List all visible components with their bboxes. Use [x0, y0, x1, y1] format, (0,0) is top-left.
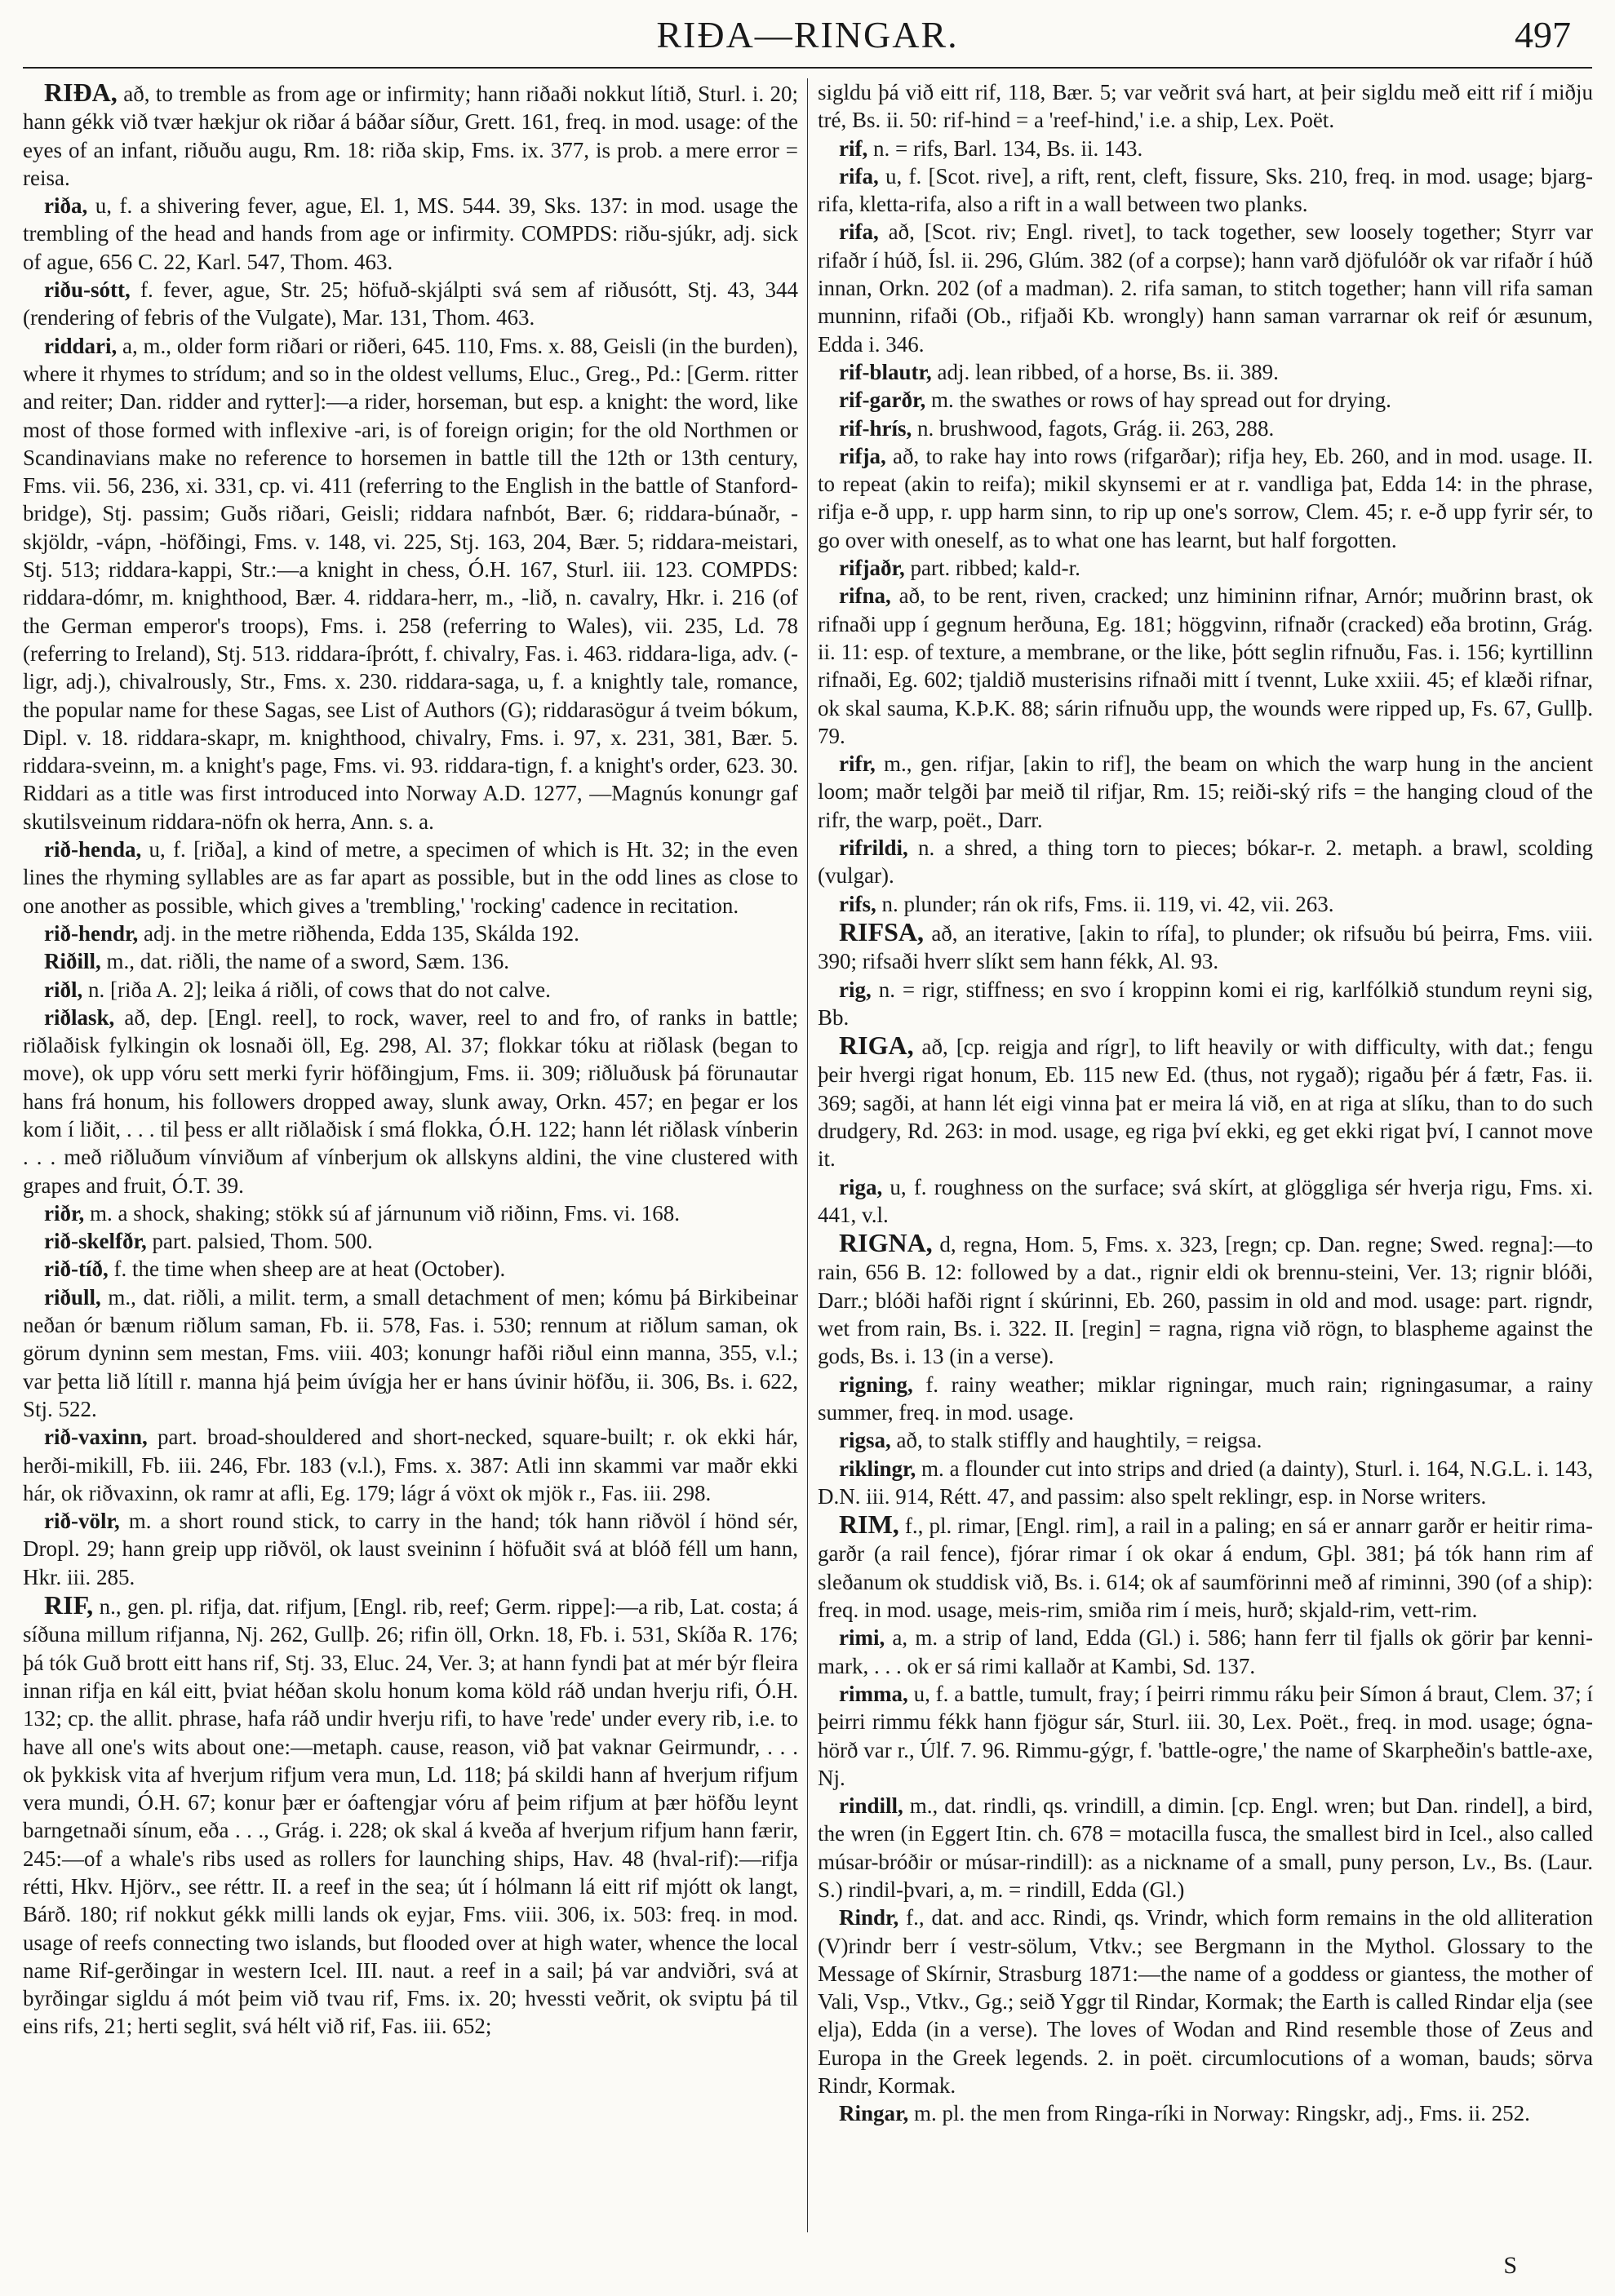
entry-headword: rig, [839, 977, 872, 1002]
dictionary-entry [818, 78, 1593, 135]
entry-headword: Riðill, [44, 949, 101, 974]
entry-text: að, to stalk stiffly and haughtily, = reigsa. [890, 1428, 1262, 1453]
entry-text: f. fever, ague, Str. 25; höfuð-skjálpti svá sem af riðusótt, Stj. 43, 344 (rendering of febris of the Vulgate), Mar. 131, Thom. 463. [23, 277, 798, 330]
entry-text: f., pl. rimar, [Engl. rim], a rail in a paling; en sá er annarr garðr er heitir rima-garðr (a rail fence), fjórar rimar í ok okar á endum, Gþl. 381; þá tók hann rim af sleðanum ok studdisk við, Bs. i. 614; ok af saumförinni með af riminni, 390 (of a ship): freq. in mod. usage, meis-rim, smiða rim í meis, hurð; skjald-rim, vett-rim. [818, 1514, 1593, 1623]
entry-headword: RIFSA, [839, 916, 925, 946]
entry-headword: riklingr, [839, 1456, 916, 1481]
entry-text: u, f. a battle, tumult, fray; í þeirri rimmu ráku þeir Símon á braut, Clem. 37; í þeirri rimmu fékk hann fjögur sár, Sturl. iii. 30, Lex. Poët., freq. in mod. usage; ógna-hörð var r., Úlf. 7. 96. Rimmu-gýgr, f. 'battle-ogre,' the name of Skarpheðin's battle-axe, Nj. [818, 1681, 1593, 1790]
entry-text: að, [Scot. riv; Engl. rivet], to tack together, sew loosely together; Styrr var rifaðr í húð, Ísl. ii. 296, Glúm. 382 (of a corpse); hann varð djöfulóðr ok var rifaðr í húð innan, Orkn. 202 (of a madman). 2. rifa saman, to stitch together; hann vill rifa saman munninn, rifaði (Ob., rifjaði Kb. wrongly) hann saman varrarnar ok reif ór æsunum, Edda i. 346. [818, 219, 1593, 357]
dictionary-entry [23, 1199, 798, 1227]
dictionary-entry [23, 947, 798, 975]
dictionary-entry [23, 1507, 798, 1591]
dictionary-entry [23, 1227, 798, 1255]
dictionary-entry [818, 386, 1593, 414]
entry-headword: rif-hrís, [839, 415, 912, 441]
left-column [23, 78, 798, 2232]
entry-text: að, to be rent, riven, cracked; unz himininn rifnar, Arnór; muðrinn brast, ok rifnaði upp í gegnum herðuna, Eg. 181; höggvinn, rifnaðr (cracked) eða brotinn, Grág. ii. 11: esp. of texture, a membrane, or the like, þótt seglin rifnuðu, Fas. i. 156; kyrtillinn rifnaði, Eg. 602; tjaldið musterisins rifnaði mitt í tvennt, Luke xxiii. 45; ef klæði rifnar, ok skal sauma, K.Þ.K. 88; sárin rifnuðu upp, the wounds were ripped up, Fs. 67, Gullþ. 79. [818, 583, 1593, 748]
dictionary-entry [818, 1426, 1593, 1454]
column-divider [807, 78, 808, 2232]
dictionary-entry [818, 890, 1593, 918]
header-rule [23, 67, 1592, 69]
dictionary-entry [23, 332, 798, 836]
dictionary-entry [23, 276, 798, 332]
entry-headword: RIGNA, [839, 1228, 933, 1258]
entry-text: f., dat. and acc. Rindi, qs. Vrindr, which form remains in the old alliteration (V)rindr berr í vestr-sölum, Vtkv.; see Bergmann in the Mythol. Glossary to the Message of Skírnir, Strasburg 1871:—the name of a goddess or giantess, the mother of Vali, Vsp., Vtkv., Gg.; seið Yggr til Rindar, Kormak; the Earth is called Rindar elja (see elja), Edda (in a verse). The loves of Wodan and Rind resemble those of Zeus and Europa in the Greek legends. 2. in poët. circumlocutions of a woman, bauds; sörva Rindr, Kormak. [818, 1905, 1593, 2099]
page-number: 497 [1515, 14, 1571, 55]
dictionary-entry [818, 1455, 1593, 1511]
dictionary-entry [23, 78, 798, 192]
entry-headword: riðull, [44, 1284, 101, 1310]
dictionary-entry [818, 1510, 1593, 1624]
entry-headword: rimma, [839, 1681, 908, 1706]
entry-text: að, [cp. reigja and rígr], to lift heavily or with difficulty, with dat.; fengu þeir hvergi rigat honum, Eb. 115 new Ed. (thus, not rygað); rigaðu þér á fætr, Fas. ii. 369; sagði, at hann lét eigi vinna þat er meira lá við, en at riga at slíku, than to do such drudgery, Rd. 263: in mod. usage, eg riga því ekki, eg get ekki rigat því, I cannot move it. [818, 1035, 1593, 1172]
entry-headword: rið-tíð, [44, 1257, 109, 1282]
entry-headword: Rindr, [839, 1905, 899, 1930]
entry-text: m. a flounder cut into strips and dried (a dainty), Sturl. i. 164, N.G.L. i. 143, D.N. iii. 914, Rétt. 47, and passim: also spelt reklingr, esp. in Norse writers. [818, 1456, 1593, 1509]
entry-headword: rifja, [839, 443, 886, 468]
entry-text: u, f. a shivering fever, ague, El. 1, MS. 544. 39, Sks. 137: in mod. usage the trembling of the head and hands from age or infirmity. COMPDS: riðu-sjúkr, adj. sick of ague, 656 C. 22, Karl. 547, Thom. 463. [23, 193, 798, 274]
entry-text: part. palsied, Thom. 500. [146, 1229, 373, 1254]
entry-headword: rið-hendr, [44, 920, 139, 946]
running-head: RIÐA—RINGAR. [656, 14, 959, 55]
dictionary-entry [23, 1255, 798, 1283]
entry-headword: rifa, [839, 163, 879, 188]
entry-headword: rið-skelfðr, [44, 1229, 147, 1254]
entry-text: m. a shock, shaking; stökk sú af járnunum við riðinn, Fms. vi. 168. [84, 1200, 680, 1226]
entry-headword: RIÐA, [44, 78, 118, 107]
dictionary-entry [818, 554, 1593, 582]
entry-headword: riða, [44, 193, 88, 219]
dictionary-entry [818, 414, 1593, 442]
dictionary-entry [818, 918, 1593, 976]
dictionary-entry [23, 976, 798, 1004]
right-column [818, 78, 1593, 2232]
dictionary-entry [818, 1680, 1593, 1792]
entry-headword: rif, [839, 135, 868, 161]
dictionary-entry [818, 1229, 1593, 1370]
dictionary-entry [818, 2099, 1593, 2127]
dictionary-entry [818, 1371, 1593, 1427]
dictionary-entry [818, 1624, 1593, 1680]
entry-headword: rindill, [839, 1793, 903, 1819]
entry-text: sigldu þá við eitt rif, 118, Bær. 5; var veðrit svá hart, at þeir sigldu með eitt rif í miðju tré, Bs. ii. 50: rif-hind = a 'reef-hind,' i.e. a ship, Lex. Poët. [818, 80, 1593, 133]
dictionary-entry [818, 162, 1593, 219]
page-header [0, 0, 1615, 73]
entry-headword: rimi, [839, 1625, 885, 1651]
entry-headword: rif-garðr, [839, 388, 926, 413]
entry-headword: riddari, [44, 333, 118, 358]
entry-text: a, m., older form riðari or riðeri, 645. 110, Fms. x. 88, Geisli (in the burden), where it rhymes to strídum; and so in the oldest vellums, Eluc., Greg., Pd.: [Germ. ritter and reiter; Dan. ridder and rytter]:—a rider, horseman, but esp. a knight: the word, like most of those formed with inflexive -ari, is of foreign origin; for the old Northmen or Scandinavians make no reference to horsemen in battle till the 12th or 13th century, Fms. vii. 56, 236, xi. 331, cp. vi. 411 (referring to the English in the battle of Stanford-bridge), Stj. passim; Guðs riðari, Geisli; riddara nafnbót, Bær. 6; riddara-búnaðr, -skjöldr, -vápn, -höfðingi, Fms. v. 148, vi. 225, Stj. 163, 204, Bær. 5; riddara-meistari, Stj. 513; riddara-kappi, Str.:—a knight in chess, Ó.H. 167, Sturl. iii. 123. COMPDS: riddara-dómr, m. knighthood, Bær. 4. riddara-herr, m., -lið, n. cavalry, Hkr. i. 216 (of the German emperor's troops), Fms. i. 258 (referring to Wales), vii. 235, Ld. 78 (referring to Ireland), Stj. 513. riddara-íþrótt, f. chivalry, Fas. i. 463. riddara-liga, adv. (-ligr, adj.), chivalrously, Str., Fms. x. 230. riddara-saga, u, f. a knightly tale, romance, the popular name for these Sagas, see List of Authors (G); riddarasögur á tveim bókum, Dipl. v. 18. riddara-skapr, m. knighthood, chivalry, Fms. i. 97, x. 231, 381, Bær. 5. riddara-sveinn, m. a knight's page, Fms. vi. 93. riddara-tign, f. a knight's order, 623. 30. Riddari as a title was first introduced into Norway A.D. 1277, —Magnús konungr gaf skutilsveinum riddara-nöfn ok herra, Ann. s. a. [23, 333, 798, 834]
entry-headword: Ringar, [839, 2101, 909, 2126]
entry-text: að, an iterative, [akin to rífa], to plunder; ok rifsuðu bú þeirra, Fms. viii. 390; rifsaði hverr slíkt sem hann fékk, Al. 93. [818, 920, 1593, 974]
entry-headword: rifa, [839, 219, 879, 245]
entry-headword: rið-völr, [44, 1509, 120, 1534]
entry-headword: rifr, [839, 751, 876, 777]
entry-headword: rifna, [839, 583, 891, 609]
entry-text: m., gen. rifjar, [akin to rif], the beam on which the warp hung in the ancient loom; maðr telgði þar meið til rifjar, Rm. 15; reiði-ský rifs = the hanging cloud of the rifr, the warp, poët., Darr. [818, 751, 1593, 832]
entry-text: að, dep. [Engl. reel], to rock, waver, reel to and fro, of ranks in battle; riðlaðisk fylkingin ok losnaði öll, Eg. 298, Al. 37; flokkar tóku at riðlask (began to move), ok upp vóru sett merki fyrir höfðingjum, Fms. ii. 309; riðluðusk þá förunautar hans frá honum, his followers dropped away, slunk away, Orkn. 457; en þegar er los kom í liðit, . . . til þess er allt riðlaðisk í smá flokka, Ó.H. 122; hann lét riðlask vínberin . . . með riðluðum vínviðum af vínberjum ok allskyns aldini, the vine clustered with grapes and fruit, Ó.T. 39. [23, 1004, 798, 1198]
entry-text: m., dat. riðli, the name of a sword, Sæm. 136. [100, 949, 509, 974]
entry-text: f. the time when sheep are at heat (October). [108, 1257, 506, 1282]
entry-headword: RIF, [44, 1590, 94, 1620]
dictionary-entry [818, 218, 1593, 357]
entry-text: m., dat. riðli, a milit. term, a small detachment of men; kómu þá Birkibeinar neðan ór bænum riðlum saman, Fb. ii. 578, Fas. i. 530; rennum at riðlum saman, ok görum dyninn sem mestan, Fms. viii. 403; konungr hafði riðul einn manna, 355, v.l.; var þetta lið lítill r. manna hjá þeim úvígja her er hans úvinir höfðu, ii. 306, Bs. i. 622, Stj. 522. [23, 1284, 798, 1421]
entry-headword: riðl, [44, 977, 83, 1002]
entry-text: m., dat. rindli, qs. vrindill, a dimin. [cp. Engl. wren; but Dan. rindel], a bird, the wren (in Eggert Itin. ch. 678 = motacilla fusca, the smallest bird in Icel., also called músar-bróðir or músar-rindill): as a nickname of a small, puny person, Lv., Bs. (Laur. S.) rindil-þvari, a, m. = rindill, Edda (Gl.) [818, 1793, 1593, 1902]
dictionary-entry [23, 1004, 798, 1199]
entry-text: a, m. a strip of land, Edda (Gl.) i. 586; hann ferr til fjalls ok görir þar kenni-mark, . . . ok er sá rimi kallaðr at Kambi, Sd. 137. [818, 1625, 1593, 1678]
dictionary-entry [818, 582, 1593, 750]
entry-headword: rigning, [839, 1372, 913, 1397]
entry-headword: rið-vaxinn, [44, 1425, 148, 1450]
entry-headword: riðr, [44, 1200, 85, 1226]
dictionary-entry [818, 1904, 1593, 2099]
dictionary-entry [23, 1591, 798, 2041]
entry-text: m. the swathes or rows of hay spread out for drying. [925, 388, 1391, 413]
dictionary-entry [818, 1792, 1593, 1904]
dictionary-entry [818, 1031, 1593, 1172]
entry-text: n. brushwood, fagots, Grág. ii. 263, 288. [912, 415, 1275, 441]
entry-headword: rifjaðr, [839, 556, 905, 581]
dictionary-entry [818, 976, 1593, 1032]
entry-text: að, to tremble as from age or infirmity; hann riðaði nokkut lítið, Sturl. i. 20; hann gékk við tvær hækjur ok riðar á báðar síður, Grett. 161, freq. in mod. usage: of the eyes of an infant, riðuðu augu, Rm. 18: riða skip, Fms. ix. 377, is prob. a mere error = reisa. [23, 82, 798, 190]
entry-text: u, f. roughness on the surface; svá skírt, at glöggliga sér hverja rigu, Fms. xi. 441, v.l. [818, 1174, 1593, 1227]
entry-text: n. plunder; rán ok rifs, Fms. ii. 119, vi. 42, vii. 263. [876, 891, 1334, 916]
entry-text: n. = rifs, Barl. 134, Bs. ii. 143. [867, 135, 1143, 161]
entry-text: að, to rake hay into rows (rifgarðar); rifja hey, Eb. 260, and in mod. usage. II. to repeat (akin to reifa); mikil skynsemi er at r. vandliga þat, Edda 14: in the phrase, rifja e-ð upp, r. upp harm sinn, to rip up one's sorrow, Clem. 45; r. e-ð upp fyrir sér, to go over with oneself, as to what one has learnt, but half forgotten. [818, 443, 1593, 552]
entry-text: n. a shred, a thing torn to pieces; bókar-r. 2. metaph. a brawl, scolding (vulgar). [818, 836, 1593, 889]
entry-headword: rifrildi, [839, 836, 908, 861]
entry-headword: rif-blautr, [839, 359, 932, 384]
entry-headword: rið-henda, [44, 837, 142, 862]
dictionary-entry [818, 135, 1593, 162]
dictionary-entry [818, 358, 1593, 386]
entry-text: n., gen. pl. rifja, dat. rifjum, [Engl. rib, reef; Germ. rippe]:—a rib, Lat. costa; á síðuna millum rifjanna, Nj. 262, Gullþ. 26; rifin öll, Orkn. 18, Fb. i. 531, Skíða R. 176; þá tók Guð brott eitt hans rif, Stj. 33, Eluc. 24, Ver. 3; at hann fyndi þat at mér býr fleira innan rifja en kál eitt, þviat héðan skolu honum koma köld ráð undan hverju rifi, Ó.H. 132; cp. the allit. phrase, hafa ráð undir hverju rifi, to have 'rede' under every rib, i.e. to have all one's wits about one:—metaph. cause, reason, við þat vaknar Geirmundr, . . . ok þykkisk vita af hverjum rifjum vera mun, Ld. 118; þá skildi hann af hverjum rifjum vera mundi, Ó.H. 67; konur þær er óaftengjar vóru af þeim rifjum at þær höfðu leynt barngetnaði sínum, eða . . ., Grág. i. 228; ok skal á kveða af hverjum rifjum hann færir, 245:—of a whale's ribs used as rollers for launching ships, Hav. 48 (hval-rif):—rifja rétti, Hkv. Hjörv., see réttr. II. a reef in the sea; út í hólmann lá eitt rif mjótt ok langt, Bárð. 180; rif nokkut gékk milli lands ok eyjar, Fms. viii. 306, ix. 503: freq. in mod. usage of reefs connecting two islands, but flooded over at high water, whence the local name Rif-gerðingar in western Icel. III. naut. a reef in a sail; þá var andviðri, svá at byrðingar sigldu á mót þeim við tvau rif, Fms. ix. 20; hvessti veðrit, ok sviptu þá til eins rifs, 21; herti seglit, svá hélt við rif, Fas. iii. 652; [23, 1594, 798, 2039]
entry-text: d, regna, Hom. 5, Fms. x. 323, [regn; cp. Dan. regne; Swed. regna]:—to rain, 656 B. 12: followed by a dat., rignir eldi ok brennu-steini, Ver. 13; rignir blóði, Darr.; blóði hafði rignt í skúrinni, Eb. 260, passim in old and mod. usage: part. rigndr, wet from rain, Bs. i. 322. II. [regin] = ragna, rigna við rögn, to blaspheme against the gods, Bs. i. 13 (in a verse). [818, 1232, 1593, 1369]
dictionary-entry [818, 1173, 1593, 1230]
entry-text: m. pl. the men from Ringa-ríki in Norway: Ringskr, adj., Fms. ii. 252. [908, 2101, 1530, 2126]
dictionary-entry [818, 442, 1593, 554]
dictionary-entry [23, 1283, 798, 1423]
dictionary-entry [23, 1423, 798, 1507]
entry-text: n. [riða A. 2]; leika á riðli, of cows that do not calve. [82, 977, 551, 1002]
entry-text: u, f. [riða], a kind of metre, a specimen of which is Ht. 32; in the even lines the rhyming syllables are as far apart as possible, but in the odd lines as close to one another as possible, which gives a 'trembling,' 'rocking' cadence in recitation. [23, 837, 798, 918]
entry-text: u, f. [Scot. rive], a rift, rent, cleft, fissure, Sks. 210, freq. in mod. usage; bjarg-rifa, kletta-rifa, also a rift in a wall between two planks. [818, 163, 1593, 217]
entry-text: part. ribbed; kald-r. [904, 556, 1080, 581]
dictionary-entry [23, 836, 798, 920]
dictionary-entry [23, 192, 798, 276]
entry-headword: riðlask, [44, 1004, 115, 1030]
entry-text: adj. in the metre riðhenda, Edda 135, Skálda 192. [138, 920, 579, 946]
dictionary-entry [23, 920, 798, 947]
entry-headword: RIGA, [839, 1031, 914, 1061]
entry-text: m. a short round stick, to carry in the hand; tók hann riðvöl í hönd sér, Dropl. 29; hann greip upp riðvöl, ok laust sveininn í höfuðit svá at blóð féll um hann, Hkr. iii. 285. [23, 1509, 798, 1589]
entry-headword: rifs, [839, 891, 876, 916]
entry-text: n. = rigr, stiffness; en svo í kroppinn komi ei rig, karlfólkið stundum reyni sig, Bb. [818, 977, 1593, 1030]
entry-text: part. broad-shouldered and short-necked, square-built; r. ok ekki hár, herði-mikill, Fb. iii. 246, Fbr. 183 (v.l.), Fms. x. 387: Atli inn skammi var maðr ekki hár, ok riðvaxinn, ok ramr at afli, Eg. 179; lágr á vöxt ok mjök r., Fas. iii. 298. [23, 1425, 798, 1505]
entry-text: adj. lean ribbed, of a horse, Bs. ii. 389. [931, 359, 1279, 384]
entry-headword: riðu-sótt, [44, 277, 131, 303]
signature-mark: S [1503, 2252, 1517, 2279]
entry-headword: riga, [839, 1174, 883, 1199]
dictionary-entry [818, 834, 1593, 890]
entry-headword: rigsa, [839, 1428, 891, 1453]
entry-headword: RIM, [839, 1509, 899, 1540]
dictionary-entry [818, 750, 1593, 834]
entry-text: f. rainy weather; miklar rigningar, much rain; rigningasumar, a rainy summer, freq. in mod. usage. [818, 1372, 1593, 1425]
